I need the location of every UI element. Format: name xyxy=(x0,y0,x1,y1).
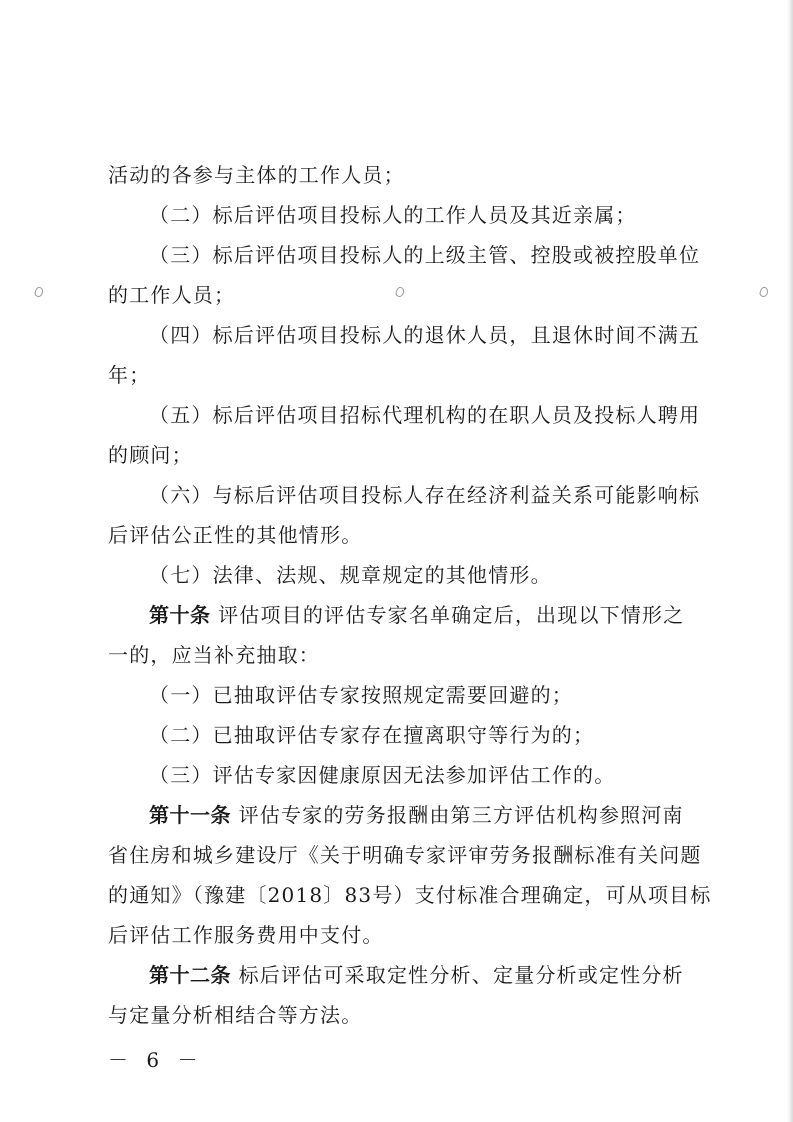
list-item-3-continued: 的工作人员； xyxy=(108,283,236,307)
paragraph-line: 活动的各参与主体的工作人员； xyxy=(108,163,405,187)
article-12-continued: 与定量分析相结合等方法。 xyxy=(108,1003,363,1027)
article-10-heading: 第十条 xyxy=(149,603,211,627)
article-12-first-line xyxy=(149,963,684,987)
list-item-5-continued: 的顾问； xyxy=(108,443,193,467)
article-12-text: 标后评估可采取定性分析、定量分析或定性分析 xyxy=(238,963,684,987)
page-right-edge xyxy=(787,0,793,1122)
article-12-heading: 第十二条 xyxy=(149,963,231,987)
article-10-continued: 一的，应当补充抽取： xyxy=(108,643,320,667)
article-11-first-line xyxy=(149,803,684,827)
article-11-heading: 第十一条 xyxy=(149,803,231,827)
binding-hole-mark xyxy=(395,286,406,298)
binding-hole-mark xyxy=(34,286,45,298)
list-item-5: （五）标后评估项目招标代理机构的在职人员及投标人聘用 xyxy=(149,403,701,427)
list-item-2: （二）标后评估项目投标人的工作人员及其近亲属； xyxy=(149,203,637,227)
article-10-item-2: （二）已抽取评估专家存在擅离职守等行为的； xyxy=(149,723,595,747)
article-11-line-3: 的通知》（豫建〔2018〕83号）支付标准合理确定，可从项目标 xyxy=(108,883,712,907)
article-10-item-3: （三）评估专家因健康原因无法参加评估工作的。 xyxy=(149,763,616,787)
article-11-line-4: 后评估工作服务费用中支付。 xyxy=(108,923,384,947)
list-item-4-continued: 年； xyxy=(108,363,151,387)
binding-hole-mark xyxy=(759,286,770,298)
article-10-item-1: （一）已抽取评估专家按照规定需要回避的； xyxy=(149,683,573,707)
list-item-3: （三）标后评估项目投标人的上级主管、控股或被控股单位 xyxy=(149,243,701,267)
list-item-4: （四）标后评估项目投标人的退休人员，且退休时间不满五 xyxy=(149,323,701,347)
list-item-6: （六）与标后评估项目投标人存在经济利益关系可能影响标 xyxy=(149,483,701,507)
article-10-first-line xyxy=(149,603,684,627)
list-item-6-continued: 后评估公正性的其他情形。 xyxy=(108,523,363,547)
article-11-line-2: 省住房和城乡建设厅《关于明确专家评审劳务报酬标准有关问题 xyxy=(108,843,702,867)
article-10-text: 评估项目的评估专家名单确定后，出现以下情形之 xyxy=(218,603,685,627)
page-number: － 6 － xyxy=(108,1048,204,1072)
article-11-text: 评估专家的劳务报酬由第三方评估机构参照河南 xyxy=(238,803,684,827)
list-item-7: （七）法律、法规、规章规定的其他情形。 xyxy=(149,563,552,587)
